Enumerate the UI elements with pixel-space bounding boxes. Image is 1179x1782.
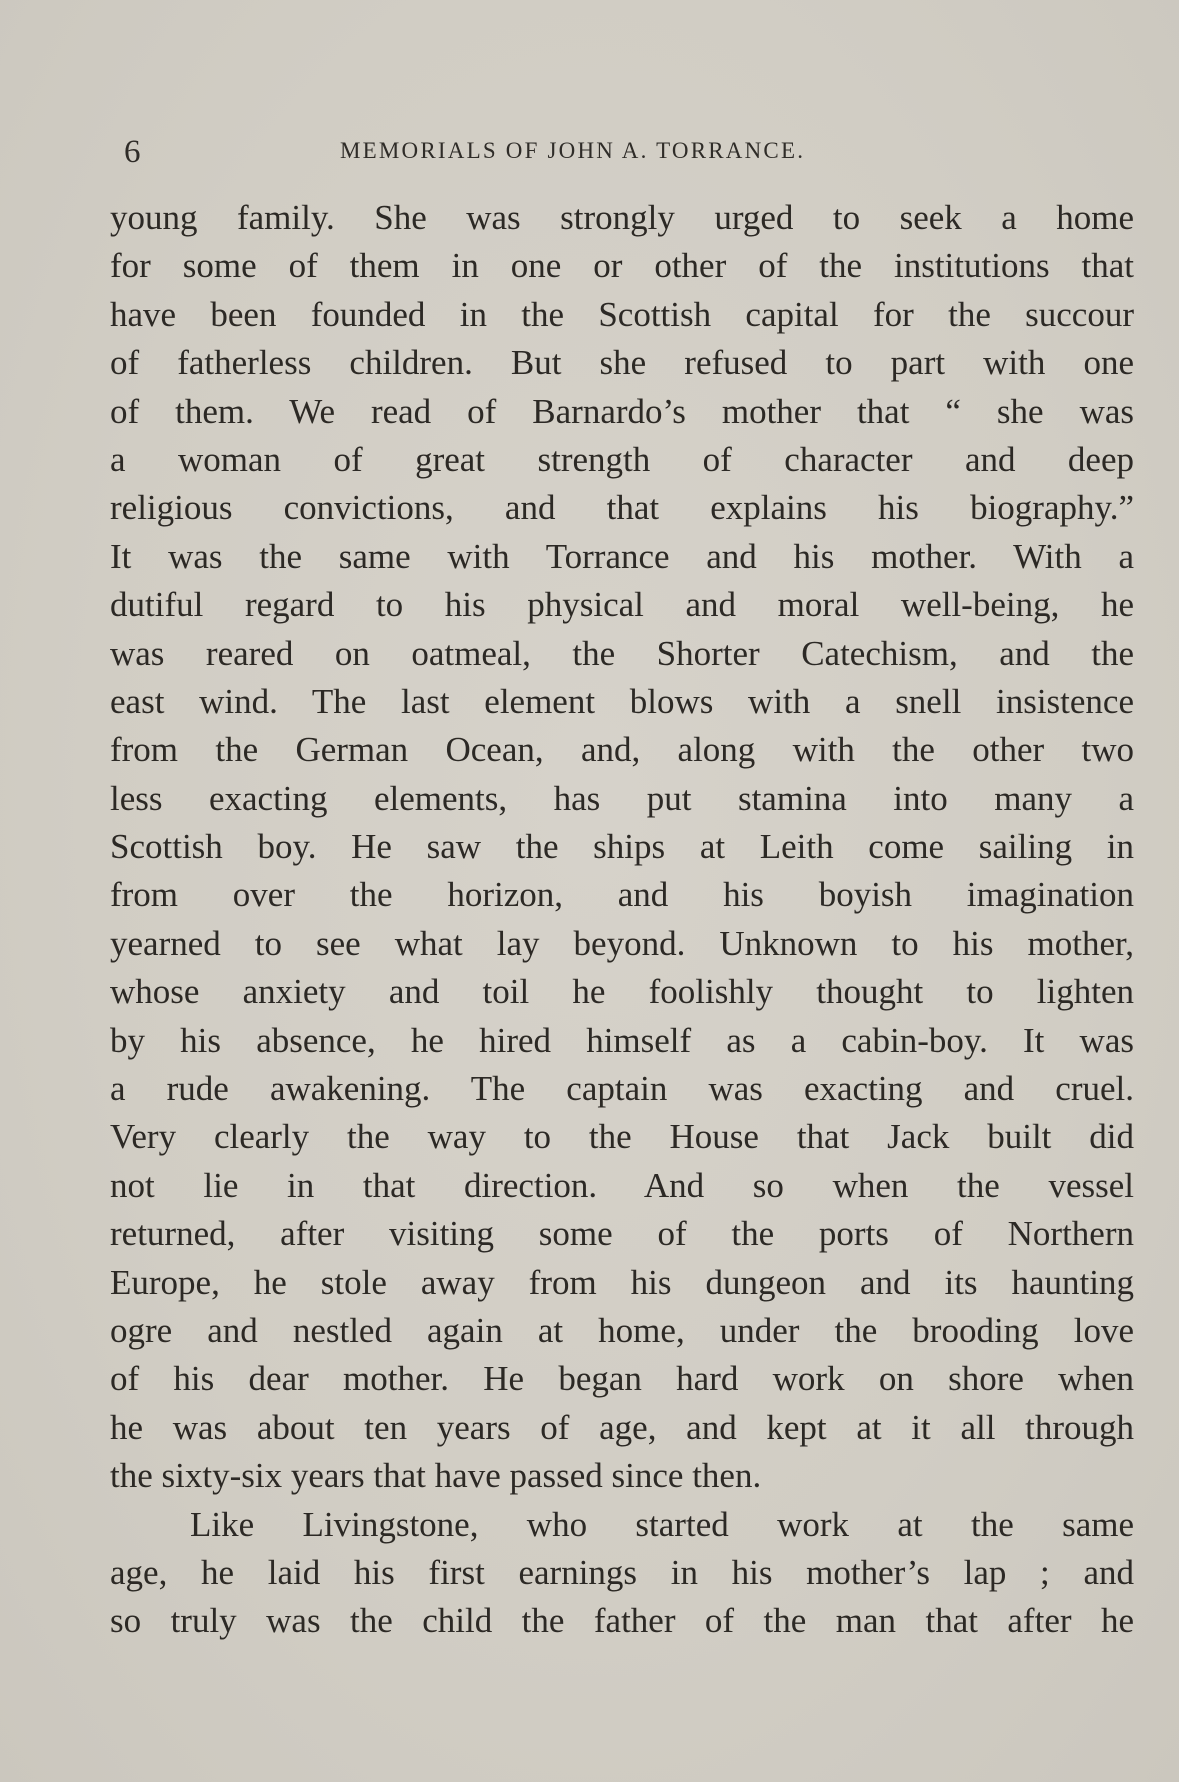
text-line: of his dear mother. He began hard work on shore when [110,1359,1134,1399]
text-line: from the German Ocean, and, along with the other two [110,730,1134,770]
text-line: of them. We read of Barnardo’s mother that “ she was [110,391,1134,431]
text-line: Very clearly the way to the House that Jack built did [110,1117,1134,1157]
text-line: ogre and nestled again at home, under the brooding love [110,1310,1134,1350]
page-header [110,128,1135,168]
text-line: for some of them in one or other of the institutions that [110,246,1134,286]
text-line: yearned to see what lay beyond. Unknown to his mother, [110,923,1134,963]
text-line: religious convictions, and that explains his biography.” [110,488,1134,528]
running-head: MEMORIALS OF JOHN A. TORRANCE. [340,138,806,163]
text-line: from over the horizon, and his boyish imagination [110,875,1134,915]
text-line: he was about ten years of age, and kept at it all through [110,1407,1134,1447]
text-line: so truly was the child the father of the man that after he [110,1601,1134,1641]
text-line: It was the same with Torrance and his mother. With a [110,536,1134,576]
text-line: have been founded in the Scottish capital for the succour [110,294,1134,334]
text-line: less exacting elements, has put stamina into many a [110,778,1134,818]
text-line: young family. She was strongly urged to seek a home [110,198,1134,237]
text-line: not lie in that direction. And so when the vessel [110,1165,1134,1205]
text-line: Scottish boy. He saw the ships at Leith come sailing in [110,827,1134,867]
text-line: by his absence, he hired himself as a cabin-boy. It was [110,1020,1134,1060]
text-line: was reared on oatmeal, the Shorter Catechism, and the [110,633,1134,673]
text-line: of fatherless children. But she refused to part with one [110,343,1134,383]
text-line: returned, after visiting some of the ports of Northern [110,1214,1134,1254]
page-number: 6 [124,134,141,170]
text-line: age, he laid his first earnings in his mother’s lap ; and [110,1552,1134,1592]
paragraph-start-line: Like Livingstone, who started work at the same [190,1504,1134,1544]
text-line: whose anxiety and toil he foolishly thought to lighten [110,972,1134,1012]
text-line: Europe, he stole away from his dungeon and its haunting [110,1262,1134,1302]
text-line: a rude awakening. The captain was exacting and cruel. [110,1069,1134,1109]
text-line: dutiful regard to his physical and moral well-being, he [110,585,1134,625]
paragraph-end-line: the sixty-six years that have passed since then. [110,1456,762,1496]
body-text [110,194,1134,1646]
text-line: a woman of great strength of character and deep [110,439,1134,479]
text-line: east wind. The last element blows with a snell insistence [110,681,1134,721]
